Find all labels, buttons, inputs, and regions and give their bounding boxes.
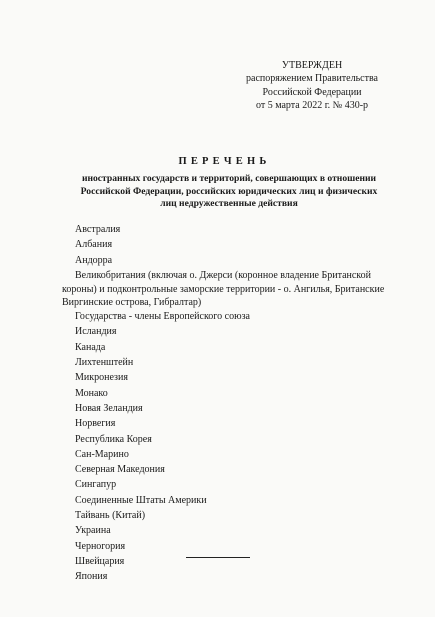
list-item: Швейцария bbox=[75, 555, 125, 567]
list-item: Исландия bbox=[75, 326, 117, 338]
list-item: Австралия bbox=[75, 224, 121, 235]
list-item: Албания bbox=[75, 239, 113, 251]
list-item: Украина bbox=[75, 525, 111, 537]
list-item: Монако bbox=[75, 387, 108, 399]
list-item: Япония bbox=[75, 571, 108, 583]
list-item-line: Виргинские острова, Гибралтар) bbox=[62, 297, 202, 309]
list-item-line: короны) и подконтрольные заморские территории - о. Ангилья, Британские bbox=[62, 284, 385, 296]
list-item: Андорра bbox=[75, 254, 113, 266]
approval-stamp bbox=[246, 59, 378, 113]
list-item: Микронезия bbox=[75, 372, 128, 384]
document-subtitle bbox=[70, 173, 388, 211]
list-item: Черногория bbox=[75, 540, 126, 552]
approval-line-3: от 5 марта 2022 г. № 430-р bbox=[255, 100, 369, 112]
list-item: Лихтенштейн bbox=[75, 357, 134, 369]
subtitle-line-1: иностранных государств и территорий, совершающих в отношении bbox=[81, 173, 377, 184]
approval-title: УТВЕРЖДЕН bbox=[281, 60, 343, 71]
list-item: Соединенные Штаты Америки bbox=[75, 494, 207, 506]
subtitle-line-3: лиц недружественные действия bbox=[160, 198, 298, 210]
list-item: Северная Македония bbox=[75, 464, 165, 476]
approval-line-1: распоряжением Правительства bbox=[246, 73, 378, 85]
list-item-line: Великобритания (включая о. Джерси (коронное владение Британской bbox=[75, 269, 372, 281]
list-item: Норвегия bbox=[75, 418, 116, 430]
list-item: Новая Зеландия bbox=[75, 402, 143, 414]
document-title: ПЕРЕЧЕНЬ bbox=[178, 156, 271, 167]
end-rule bbox=[186, 557, 250, 558]
list-item: Сингапур bbox=[75, 479, 117, 491]
list-item: Сан-Марино bbox=[75, 448, 129, 460]
list-item bbox=[62, 268, 414, 309]
list-item: Тайвань (Китай) bbox=[75, 510, 146, 522]
countries-list bbox=[62, 222, 414, 585]
subtitle-line-2: Российской Федерации, российских юридических лиц и физических bbox=[80, 185, 378, 197]
list-item: Республика Корея bbox=[75, 433, 152, 445]
list-item: Государства - члены Европейского союза bbox=[75, 311, 250, 323]
approval-line-2: Российской Федерации bbox=[262, 86, 362, 98]
list-item: Канада bbox=[75, 341, 106, 353]
